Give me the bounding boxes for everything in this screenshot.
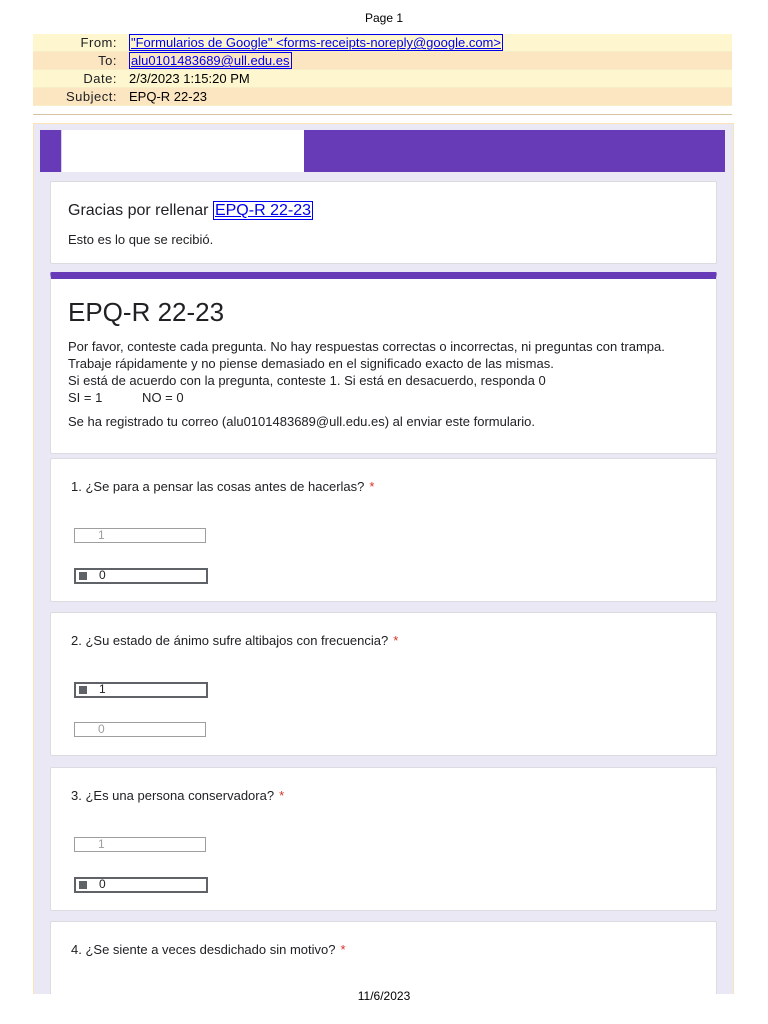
to-row [33, 52, 732, 70]
form-title-card [50, 272, 717, 454]
from-link[interactable]: "Formularios de Google" <forms-receipts-noreply@google.com> [131, 35, 501, 50]
question-card [50, 458, 717, 602]
page-number: Page 1 [364, 11, 404, 25]
option-0-selected[interactable]: 0 [74, 568, 208, 584]
subject-label: Subject: [33, 88, 123, 106]
required-asterisk: * [369, 479, 375, 494]
to-label: To: [33, 52, 123, 70]
option-0-selected[interactable]: 0 [74, 877, 208, 893]
thanks-card [50, 181, 717, 264]
thanks-text: Gracias por rellenar EPQ-R 22-23 [68, 202, 311, 219]
required-asterisk: * [393, 633, 399, 648]
question-card [50, 767, 717, 911]
email-header [33, 34, 732, 106]
required-asterisk: * [340, 942, 346, 957]
from-label: From: [33, 34, 123, 52]
received-text: Esto es lo que se recibió. [68, 232, 214, 247]
form-title: EPQ-R 22-23 [68, 297, 225, 327]
banner-logo-area [61, 130, 304, 172]
subject-row [33, 88, 732, 106]
question-text: 1. ¿Se para a pensar las cosas antes de hacerlas? * [71, 479, 375, 494]
option-1[interactable]: 1 [74, 837, 206, 852]
date-row [33, 70, 732, 88]
checked-box-icon [79, 572, 87, 580]
question-card [50, 612, 717, 756]
question-card [50, 921, 717, 994]
checked-box-icon [79, 686, 87, 694]
subject-value: EPQ-R 22-23 [123, 88, 732, 106]
required-asterisk: * [279, 788, 285, 803]
date-value: 2/3/2023 1:15:20 PM [123, 70, 732, 88]
option-1-selected[interactable]: 1 [74, 682, 208, 698]
header-divider [33, 114, 732, 115]
checked-box-icon [79, 881, 87, 889]
option-0[interactable]: 0 [74, 722, 206, 737]
from-row [33, 34, 732, 52]
question-text: 4. ¿Se siente a veces desdichado sin motivo? * [71, 942, 346, 957]
form-link[interactable]: EPQ-R 22-23 [214, 202, 311, 219]
form-description: Por favor, conteste cada pregunta. No hay respuestas correctas o incorrectas, ni preguntas con trampa. Trabaje rápidamente y no piense demasiado en el significado exacto de las mismas. Si está de acuerdo con la pregunta, conteste 1. Si está en desacuerdo, responda 0 SI = 1 NO = 0 [68, 339, 665, 405]
question-text: 2. ¿Su estado de ánimo sufre altibajos con frecuencia? * [71, 633, 399, 648]
date-label: Date: [33, 70, 123, 88]
print-date: 11/6/2023 [357, 989, 411, 1003]
registered-email-note: Se ha registrado tu correo (alu0101483689@ull.edu.es) al enviar este formulario. [68, 414, 536, 429]
to-link[interactable]: alu0101483689@ull.edu.es [131, 53, 290, 68]
form-response-frame [33, 123, 734, 994]
option-1[interactable]: 1 [74, 528, 206, 543]
question-text: 3. ¿Es una persona conservadora? * [71, 788, 285, 803]
